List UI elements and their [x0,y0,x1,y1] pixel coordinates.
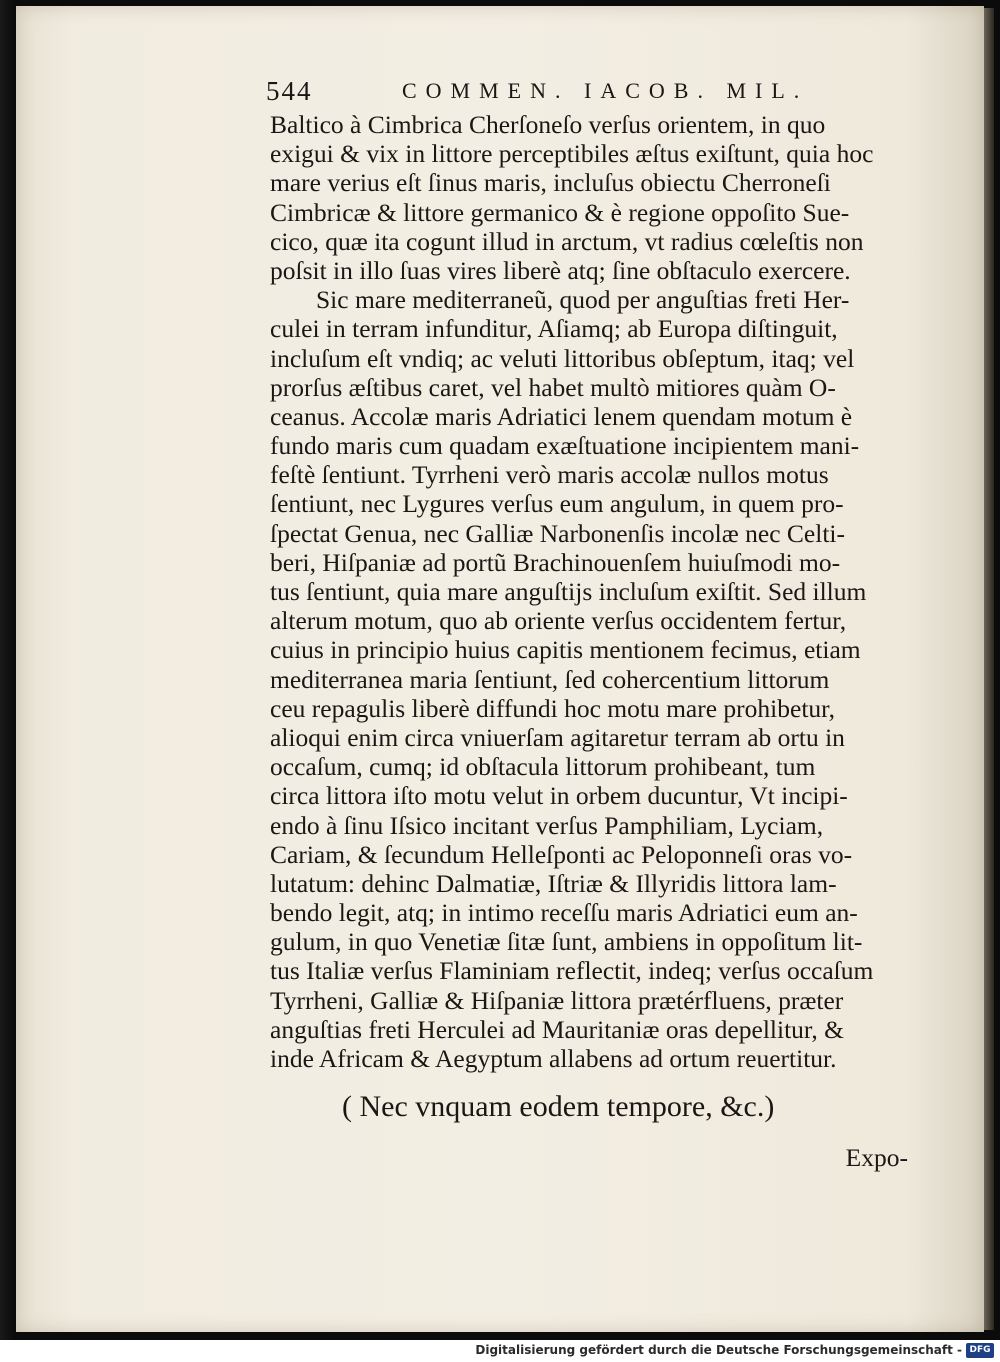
dfg-logo: DFG [966,1343,994,1358]
catchword: Expo- [845,1143,908,1173]
lemma-reference: ( Nec vnquam eodem tempore, &c.) [342,1090,775,1124]
text-line: inde Africam & Aegyptum allabens ad ortum reuertitur. [270,1044,837,1073]
text-line: occaſum, cumq; id obſtacula littorum prohibeant, tum [270,752,816,782]
text-line: beri, Hiſpaniæ ad portũ Brachinouenſem huiuſmodi mo- [270,547,841,577]
text-line: ceu repagulis liberè diffundi hoc motu mare prohibetur, [270,693,835,723]
text-line: ceanus. Accolæ maris Adriatici lenem quendam motum è [270,401,853,431]
page-number: 544 [266,76,313,106]
text-line: circa littora iſto motu velut in orbem ducuntur, Vt incipi- [270,781,848,811]
text-line: mediterranea maria ſentiunt, ſed cohercentium littorum [270,664,830,694]
text-line: lutatum: dehinc Dalmatiæ, Iſtriæ & Illyridis littora lam- [270,868,837,898]
text-line: cico, quæ ita cogunt illud in arctum, vt radius cœleſtis non [270,226,864,256]
text-line: incluſum eſt vndiq; ac veluti littoribus obſeptum, itaq; vel [270,343,855,373]
running-head [252,70,912,110]
text-line: culei in terram infunditur, Aſiamq; ab Europa diſtinguit, [270,314,838,344]
text-line: Cariam, & ſecundum Helleſponti ac Peloponneſi oras vo- [270,839,853,869]
text-line: prorſus æſtibus caret, vel habet multò mitiores quàm O- [270,372,836,402]
text-line: alioqui enim circa vniuerſam agitaretur terram ab ortu in [270,722,845,752]
text-line: cuius in principio huius capitis mentionem fecimus, etiam [270,635,861,665]
text-line: endo à ſinu Iſsico incitant verſus Pamphiliam, Lyciam, [270,810,824,840]
text-line: ſpectat Genua, nec Galliæ Narbonenſis incolæ nec Celti- [270,518,845,548]
book-edge-left [0,0,14,1340]
text-line: anguſtias freti Herculei ad Mauritaniæ oras depellitur, & [270,1014,844,1044]
footer-bar [0,1340,1000,1362]
text-line: tus Italiæ verſus Flaminiam reflectit, indeq; verſus occaſum [270,956,874,986]
text-line: gulum, in quo Venetiæ ſitæ ſunt, ambiens in oppoſitum lit- [270,927,863,957]
text-line: tus ſentiunt, quia mare anguſtijs incluſum exiſtit. Sed illum [270,577,867,606]
paragraph-start-line: Sic mare mediterraneũ, quod per anguſtias freti Her- [316,285,850,315]
text-line: Tyrrheni, Galliæ & Hiſpaniæ littora prætérfluens, præter [270,985,844,1015]
funding-credit: Digitalisierung gefördert durch die Deutsche Forschungsgemeinschaft - [475,1343,962,1357]
body-text [252,110,912,1073]
text-line: mare verius eſt ſinus maris, incluſus obiectu Cherroneſi [270,168,831,198]
text-line: exigui & vix in littore perceptibiles æſtus exiſtunt, quia hoc [270,139,874,169]
book-edge-right [984,8,994,1330]
text-line: feſtè ſentiunt. Tyrrheni verò maris accolæ nullos motus [270,460,829,490]
text-line: fundo maris cum quadam exæſtuatione incipientem mani- [270,431,860,461]
text-line: alterum motum, quo ab oriente verſus occidentem fertur, [270,606,847,636]
text-line: ſentiunt, nec Lygures verſus eum angulum, in quem pro- [270,489,844,519]
text-line: Cimbricæ & littore germanico & è regione oppoſito Sue- [270,197,850,227]
text-line: bendo legit, atq; in intimo receſſu maris Adriatici eum an- [270,898,858,928]
text-line: poſsit in illo ſuas vires liberè atq; ſine obſtaculo exercere. [270,255,851,285]
running-title: COMMEN. IACOB. MIL. [402,78,809,103]
page-content [252,70,912,1175]
text-line: Baltico à Cimbrica Cherſoneſo verſus orientem, in quo [270,110,826,139]
